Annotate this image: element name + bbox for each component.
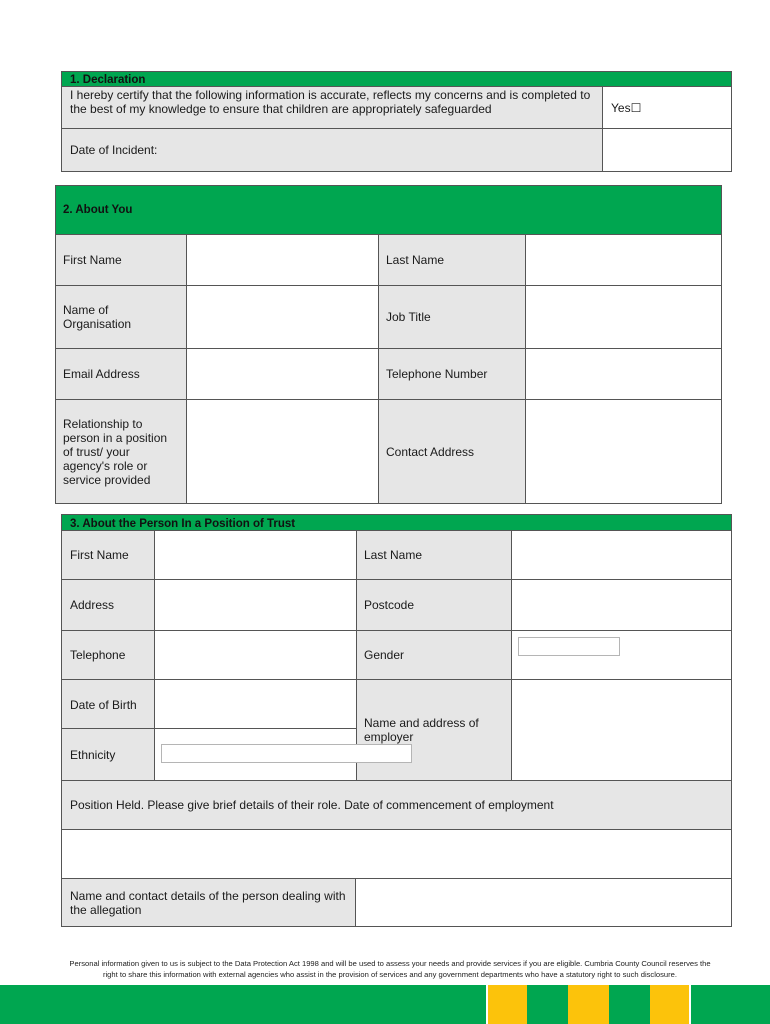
contact-address-label-cell xyxy=(378,399,526,504)
pot-ethnicity-label-cell xyxy=(61,728,155,781)
pot-dob-label: Date of Birth xyxy=(70,698,137,712)
organisation-label: Name of Organisation xyxy=(63,303,132,331)
job-title-field[interactable] xyxy=(525,285,722,349)
relationship-label: Relationship to person in a position of trust/ your agency's role or service provided xyxy=(63,416,168,487)
pot-ethnicity-input[interactable] xyxy=(161,744,412,763)
telephone-number-label: Telephone Number xyxy=(386,367,488,381)
declaration-yes-cell[interactable] xyxy=(602,86,732,129)
email-label: Email Address xyxy=(63,367,140,381)
footer-stripe-divider-2 xyxy=(689,985,691,1024)
section-2-header xyxy=(55,185,722,235)
footer-stripe-green-4 xyxy=(691,985,770,1024)
section-1-title: 1. Declaration xyxy=(70,74,146,86)
allegation-contact-label-cell xyxy=(61,878,356,927)
email-field[interactable] xyxy=(186,348,379,400)
job-title-label-cell xyxy=(378,285,526,349)
relationship-label-cell xyxy=(55,399,187,504)
pot-address-field[interactable] xyxy=(154,579,357,631)
about-you-last-name-field[interactable] xyxy=(525,234,722,286)
pot-first-name-label-cell xyxy=(61,530,155,580)
pot-ethnicity-label: Ethnicity xyxy=(70,747,116,762)
position-held-label-cell xyxy=(61,780,732,830)
pot-dob-label-cell xyxy=(61,679,155,729)
pot-telephone-label-cell xyxy=(61,630,155,680)
data-protection-notice: Personal information given to us is subject to the Data Protection Act 1998 and will be used to assess your needs and provide services if you are eligible. Cumbria County Council reserves the right to share this information with external agencies who assist in the provision of services and any government departments who have a statutory right to such disclosure. xyxy=(69,959,711,979)
pot-gender-label: Gender xyxy=(364,648,405,662)
pot-last-name-field[interactable] xyxy=(511,530,732,580)
footer-stripe-green-3 xyxy=(609,985,650,1024)
pot-telephone-label: Telephone xyxy=(70,648,126,662)
pot-employer-field[interactable] xyxy=(511,679,732,781)
date-of-incident-label: Date of Incident: xyxy=(70,143,158,157)
section-1-header xyxy=(61,71,732,87)
pot-gender-label-cell xyxy=(356,630,512,680)
section-3-title: 3. About the Person In a Position of Trust xyxy=(70,518,296,530)
section-3-header xyxy=(61,514,732,531)
pot-gender-input[interactable] xyxy=(518,637,620,656)
footer-stripe-divider-1 xyxy=(486,985,488,1024)
about-you-first-name-field[interactable] xyxy=(186,234,379,286)
footer-stripe-green-left xyxy=(0,985,486,1024)
pot-first-name-label: First Name xyxy=(70,548,129,562)
allegation-contact-field[interactable] xyxy=(355,878,732,927)
pot-postcode-field[interactable] xyxy=(511,579,732,631)
about-you-last-name-label-cell xyxy=(378,234,526,286)
pot-postcode-label: Postcode xyxy=(364,598,415,612)
about-you-last-name-label: Last Name xyxy=(386,253,445,267)
declaration-statement-cell xyxy=(61,86,603,129)
pot-employer-label-cell xyxy=(356,679,512,781)
contact-address-label: Contact Address xyxy=(386,444,475,459)
footer-stripe-green-2 xyxy=(527,985,568,1024)
pot-telephone-field[interactable] xyxy=(154,630,357,680)
declaration-yes-checkbox[interactable]: Yes☐ xyxy=(611,100,642,115)
allegation-contact-label: Name and contact details of the person dealing with the allegation xyxy=(70,888,346,917)
job-title-label: Job Title xyxy=(386,310,431,324)
footer-stripe-yellow-3 xyxy=(650,985,691,1024)
section-2-title: 2. About You xyxy=(63,204,133,216)
position-held-field[interactable] xyxy=(61,829,732,879)
declaration-statement: I hereby certify that the following information is accurate, reflects my concerns and is completed to the best of my knowledge to ensure that children are appropriately safeguarded xyxy=(70,88,591,116)
pot-first-name-field[interactable] xyxy=(154,530,357,580)
footer-stripe-yellow-1 xyxy=(486,985,527,1024)
pot-last-name-label: Last Name xyxy=(364,548,423,562)
pot-dob-field[interactable] xyxy=(154,679,357,729)
email-label-cell xyxy=(55,348,187,400)
pot-address-label-cell xyxy=(61,579,155,631)
position-held-label: Position Held. Please give brief details of their role. Date of commencement of employment xyxy=(70,798,554,812)
telephone-number-label-cell xyxy=(378,348,526,400)
about-you-first-name-label: First Name xyxy=(63,253,122,267)
organisation-field[interactable] xyxy=(186,285,379,349)
pot-last-name-label-cell xyxy=(356,530,512,580)
relationship-field[interactable] xyxy=(186,399,379,504)
pot-postcode-label-cell xyxy=(356,579,512,631)
pot-address-label: Address xyxy=(70,598,115,612)
date-of-incident-field[interactable] xyxy=(602,128,732,172)
telephone-number-field[interactable] xyxy=(525,348,722,400)
date-of-incident-label-cell xyxy=(61,128,603,172)
about-you-first-name-label-cell xyxy=(55,234,187,286)
footer-stripe-yellow-2 xyxy=(568,985,609,1024)
organisation-label-cell xyxy=(55,285,187,349)
pot-employer-label: Name and address of employer xyxy=(364,716,479,744)
contact-address-field[interactable] xyxy=(525,399,722,504)
